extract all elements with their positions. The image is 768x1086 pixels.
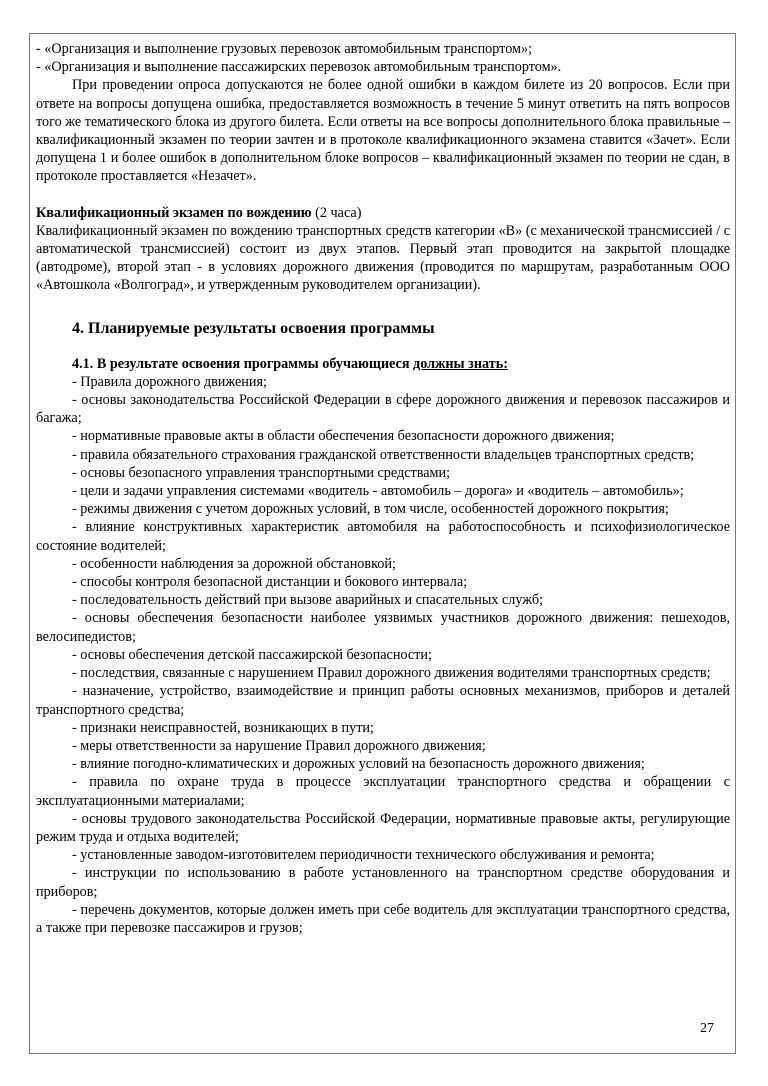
list-item: - основы трудового законодательства Российской Федерации, нормативные правовые акты, регулирующие режим труда и отдыха водителей; [36, 810, 730, 845]
list-item: - основы обеспечения безопасности наиболее уязвимых участников дорожного движения: пешеходов, велосипедистов; [36, 610, 730, 645]
section-title: 4. Планируемые результаты освоения программы [72, 319, 435, 337]
list-item: - правила обязательного страхования гражданской ответственности владельцев транспортных средств; [72, 446, 695, 463]
list-item: - назначение, устройство, взаимодействие и принцип работы основных механизмов, приборов и деталей транспортного средства; [36, 683, 730, 718]
list-item: - «Организация и выполнение пассажирских перевозок автомобильным транспортом». [36, 59, 562, 76]
page-number: 27 [700, 1021, 714, 1036]
list-item: - особенности наблюдения за дорожной обстановкой; [72, 555, 396, 572]
list-item: - цели и задачи управления системами «водитель - автомобиль – дорога» и «водитель – автомобиль»; [72, 483, 684, 500]
document-body [36, 40, 730, 937]
list-item: - меры ответственности за нарушение Правил дорожного движения; [72, 737, 486, 754]
subsection-text: 4.1. В результате освоения программы обучающиеся [72, 355, 414, 372]
list-item: - режимы движения с учетом дорожных условий, в том числе, особенностей дорожного покрытия; [72, 501, 669, 518]
list-item: - признаки неисправностей, возникающих в пути; [72, 719, 374, 736]
driving-exam-title: Квалификационный экзамен по вождению [36, 204, 312, 221]
driving-exam-heading [36, 204, 730, 222]
list-item: - «Организация и выполнение грузовых перевозок автомобильным транспортом»; [36, 41, 533, 57]
subsection-title [72, 355, 730, 373]
list-item: - нормативные правовые акты в области обеспечения безопасности дорожного движения; [72, 428, 615, 445]
subsection-emphasis: должны знать: [413, 355, 508, 372]
list-item: - правила по охране труда в процессе эксплуатации транспортного средства и обращении с эксплуатационными материалами; [36, 774, 730, 809]
list-item: - влияние погодно-климатических и дорожных условий на безопасность дорожного движения; [72, 756, 645, 773]
list-item: - основы обеспечения детской пассажирской безопасности; [72, 646, 432, 663]
list-item: - влияние конструктивных характеристик автомобиля на работоспособность и психофизиологическое состояние водителей; [36, 519, 730, 554]
driving-exam-text: Квалификационный экзамен по вождению транспортных средств категории «В» (с механической трансмиссией / с автоматической трансмиссией) состоит из двух этапов. Первый этап проводится на закрытой площадке (автодроме), второй этап - в условиях дорожного движения (проводится по маршрутам, разработанным ООО «Автошкола «Волгоград», и утвержденным руководителем организации). [36, 222, 730, 294]
list-item: - последствия, связанные с нарушением Правил дорожного движения водителями транспортных средств; [72, 665, 711, 682]
rules-paragraph: При проведении опроса допускаются не более одной ошибки в каждом билете из 20 вопросов. Если при ответе на вопросы допущена ошибка, предоставляется возможность в течение 5 минут ответить на пять вопросов того же тематического блока из другого билета. Если ответы на все вопросы дополнительного блока правильные – квалификационный экзамен по теории зачтен и в протоколе квалификационного экзамена ставится «Зачет». Если допущена 1 и более ошибок в дополнительном блоке вопросов – квалификационный экзамен по теории не сдан, в протоколе проставляется «Незачет». [36, 77, 730, 185]
list-item: - Правила дорожного движения; [72, 373, 267, 390]
list-item: - инструкции по использованию в работе установленного на транспортном средстве оборудования и приборов; [36, 865, 730, 900]
knowledge-list [36, 373, 730, 937]
list-item: - последовательность действий при вызове аварийных и спасательных служб; [72, 592, 544, 609]
driving-exam-duration: (2 часа) [311, 204, 362, 221]
list-item: - установленные заводом-изготовителем периодичности технического обслуживания и ремонта; [72, 847, 655, 864]
list-item: - перечень документов, которые должен иметь при себе водитель для эксплуатации транспортного средства, а также при перевозке пассажиров и грузов; [36, 901, 730, 936]
list-item: - способы контроля безопасной дистанции и бокового интервала; [72, 574, 468, 591]
list-item: - основы безопасного управления транспортными средствами; [72, 464, 451, 481]
list-item: - основы законодательства Российской Федерации в сфере дорожного движения и перевозок пассажиров и багажа; [36, 392, 730, 427]
